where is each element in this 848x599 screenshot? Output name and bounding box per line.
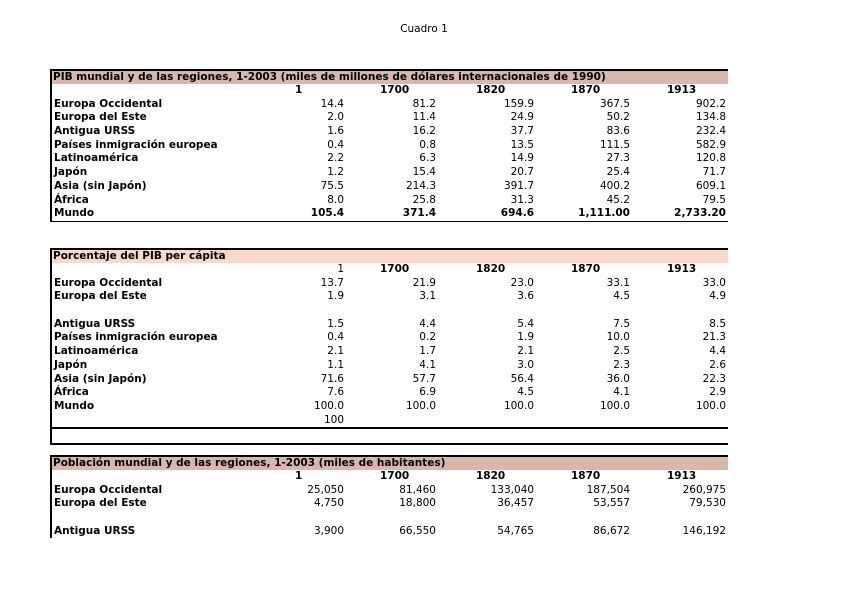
cell-value: 83.6 [606,125,630,138]
cell-value: 71.6 [320,372,344,385]
cell-value: 0.2 [419,331,436,344]
divider-block [50,429,728,445]
cell-value: 0.4 [327,331,344,344]
cell-value: 22.3 [702,372,726,385]
cell-value: 86,672 [593,524,630,537]
cell-value: 134.8 [695,111,726,124]
cell-value: 232.4 [695,125,726,138]
total-value: 694.6 [500,207,534,220]
cell-value: 3,900 [313,524,344,537]
cell-value: 21.3 [702,331,726,344]
cell-value: 24.9 [510,111,534,124]
table-row [50,373,728,387]
cell-value: 902.2 [695,97,726,110]
pct-table-title: Porcentaje del PIB per cápita [50,248,728,263]
cell-value: 2.1 [517,345,534,358]
gdp-year-row [50,84,728,98]
pct-year-row [50,263,728,277]
row-label: África [54,386,89,399]
gdp-table [50,69,728,222]
cell-value: 4.5 [613,290,630,303]
table-row [50,290,728,304]
pop-year-row [50,470,728,484]
cell-value: 79.5 [702,193,726,206]
cell-value: 20.7 [510,166,534,179]
table-row [50,400,728,414]
cell-value: 25,050 [307,483,344,496]
cell-value: 8.0 [327,193,344,206]
cell-value: 100.0 [695,399,726,412]
cell-value: 0.4 [327,138,344,151]
cell-value: 79,530 [689,497,726,510]
cell-value: 66,550 [399,524,436,537]
cell-value: 260,975 [682,483,726,496]
cell-value: 6.3 [419,152,436,165]
pop-table [50,455,728,538]
row-label: Países inmigración europea [54,331,218,344]
extra-value: 100 [323,413,344,426]
total-value: 1,111.00 [578,207,630,220]
table-row [50,194,728,208]
cell-value: 582.9 [695,138,726,151]
total-value: 105.4 [310,207,344,220]
cell-value: 1.1 [327,358,344,371]
table-row [50,111,728,125]
row-label: Europa Occidental [54,276,163,289]
year-1820: 1820 [476,263,506,275]
table-row [50,497,728,511]
cell-value: 33.0 [702,276,726,289]
total-value: 371.4 [402,207,436,220]
pop-table-title: Población mundial y de las regiones, 1-2003 (miles de habitantes) [50,455,728,470]
row-label: Mundo [54,207,95,220]
cell-value: 214.3 [405,179,436,192]
cell-value: 33.1 [606,276,630,289]
cell-value: 13.5 [510,138,534,151]
row-label: Antigua URSS [54,125,136,138]
table-row [50,277,728,291]
cell-value: 31.3 [510,193,534,206]
cell-value: 0.8 [419,138,436,151]
cell-value: 53,557 [593,497,630,510]
cell-value: 2.5 [613,345,630,358]
year-1: 1 [295,84,303,96]
cell-value: 36,457 [497,497,534,510]
cell-value: 21.9 [412,276,436,289]
cell-value: 4,750 [313,497,344,510]
cell-value: 4.1 [419,358,436,371]
cell-value: 37.7 [510,125,534,138]
cell-value: 36.0 [606,372,630,385]
cell-value: 14.9 [510,152,534,165]
row-label: Europa del Este [54,111,147,124]
table-row [50,139,728,153]
row-label: Asia (sin Japón) [54,179,147,192]
cell-value: 5.4 [517,317,534,330]
total-value: 2,733.20 [674,207,726,220]
year-1913: 1913 [667,263,697,275]
cell-value: 81.2 [412,97,436,110]
cell-value: 3.0 [517,358,534,371]
year-1700: 1700 [380,470,410,482]
cell-value: 187,504 [586,483,630,496]
cell-value: 1.6 [327,125,344,138]
spacer [50,304,728,318]
spacer [50,511,728,525]
table-row [50,152,728,166]
year-1700: 1700 [380,84,410,96]
cell-value: 100.0 [313,399,344,412]
cell-value: 1.9 [517,331,534,344]
table-row [50,484,728,498]
cell-value: 391.7 [503,179,534,192]
year-1700: 1700 [380,263,410,275]
cell-value: 15.4 [412,166,436,179]
page-title: Cuadro 1 [400,23,448,35]
cell-value: 16.2 [412,125,436,138]
cell-value: 27.3 [606,152,630,165]
cell-value: 45.2 [606,193,630,206]
row-label: Antigua URSS [54,317,136,330]
cell-value: 81,460 [399,483,436,496]
row-label: Latinoamérica [54,152,139,165]
cell-value: 57.7 [412,372,436,385]
total-row [50,207,728,222]
cell-value: 400.2 [599,179,630,192]
cell-value: 11.4 [412,111,436,124]
cell-value: 6.9 [419,386,436,399]
cell-value: 18,800 [399,497,436,510]
table-row [50,318,728,332]
cell-value: 4.5 [517,386,534,399]
pct-table [50,248,728,445]
cell-value: 25.8 [412,193,436,206]
cell-value: 7.5 [613,317,630,330]
row-label: Europa del Este [54,290,147,303]
cell-value: 50.2 [606,111,630,124]
cell-value: 23.0 [510,276,534,289]
cell-value: 609.1 [695,179,726,192]
table-row [50,98,728,112]
year-1870: 1870 [571,263,601,275]
year-1820: 1820 [476,470,506,482]
cell-value: 2.9 [709,386,726,399]
cell-value: 3.1 [419,290,436,303]
cell-value: 146,192 [682,524,726,537]
year-1: 1 [337,263,344,275]
year-1913: 1913 [667,84,697,96]
cell-value: 4.4 [709,345,726,358]
cell-value: 2.3 [613,358,630,371]
cell-value: 8.5 [709,317,726,330]
row-label: Países inmigración europea [54,138,218,151]
cell-value: 2.6 [709,358,726,371]
row-label: Asia (sin Japón) [54,372,147,385]
cell-value: 100.0 [503,399,534,412]
year-1870: 1870 [571,470,601,482]
year-1870: 1870 [571,84,601,96]
cell-value: 367.5 [599,97,630,110]
year-1: 1 [295,470,303,482]
pct-extra-row [50,414,728,430]
table-row [50,525,728,539]
row-label: Antigua URSS [54,524,136,537]
table-row [50,125,728,139]
row-label: África [54,193,89,206]
year-1820: 1820 [476,84,506,96]
row-label: Europa del Este [54,497,147,510]
cell-value: 120.8 [695,152,726,165]
cell-value: 10.0 [606,331,630,344]
table-row [50,359,728,373]
cell-value: 2.1 [327,345,344,358]
cell-value: 4.9 [709,290,726,303]
cell-value: 100.0 [599,399,630,412]
cell-value: 3.6 [517,290,534,303]
row-label: Mundo [54,399,95,412]
cell-value: 14.4 [320,97,344,110]
cell-value: 1.5 [327,317,344,330]
row-label: Europa Occidental [54,483,163,496]
cell-value: 7.6 [327,386,344,399]
cell-value: 13.7 [320,276,344,289]
cell-value: 75.5 [320,179,344,192]
cell-value: 71.7 [702,166,726,179]
cell-value: 2.2 [327,152,344,165]
table-row [50,331,728,345]
cell-value: 111.5 [599,138,630,151]
cell-value: 159.9 [503,97,534,110]
cell-value: 100.0 [405,399,436,412]
row-label: Japón [54,358,88,371]
row-label: Europa Occidental [54,97,163,110]
row-label: Japón [54,166,88,179]
table-row [50,386,728,400]
row-label: Latinoamérica [54,345,139,358]
gdp-table-title: PIB mundial y de las regiones, 1-2003 (miles de millones de dólares internacionales de 1990) [50,69,728,84]
table-row [50,166,728,180]
year-1913: 1913 [667,470,697,482]
table-row [50,345,728,359]
cell-value: 133,040 [490,483,534,496]
cell-value: 4.4 [419,317,436,330]
cell-value: 1.9 [327,290,344,303]
cell-value: 4.1 [613,386,630,399]
cell-value: 1.2 [327,166,344,179]
cell-value: 56.4 [510,372,534,385]
table-row [50,180,728,194]
cell-value: 1.7 [419,345,436,358]
cell-value: 2.0 [327,111,344,124]
cell-value: 54,765 [497,524,534,537]
cell-value: 25.4 [606,166,630,179]
